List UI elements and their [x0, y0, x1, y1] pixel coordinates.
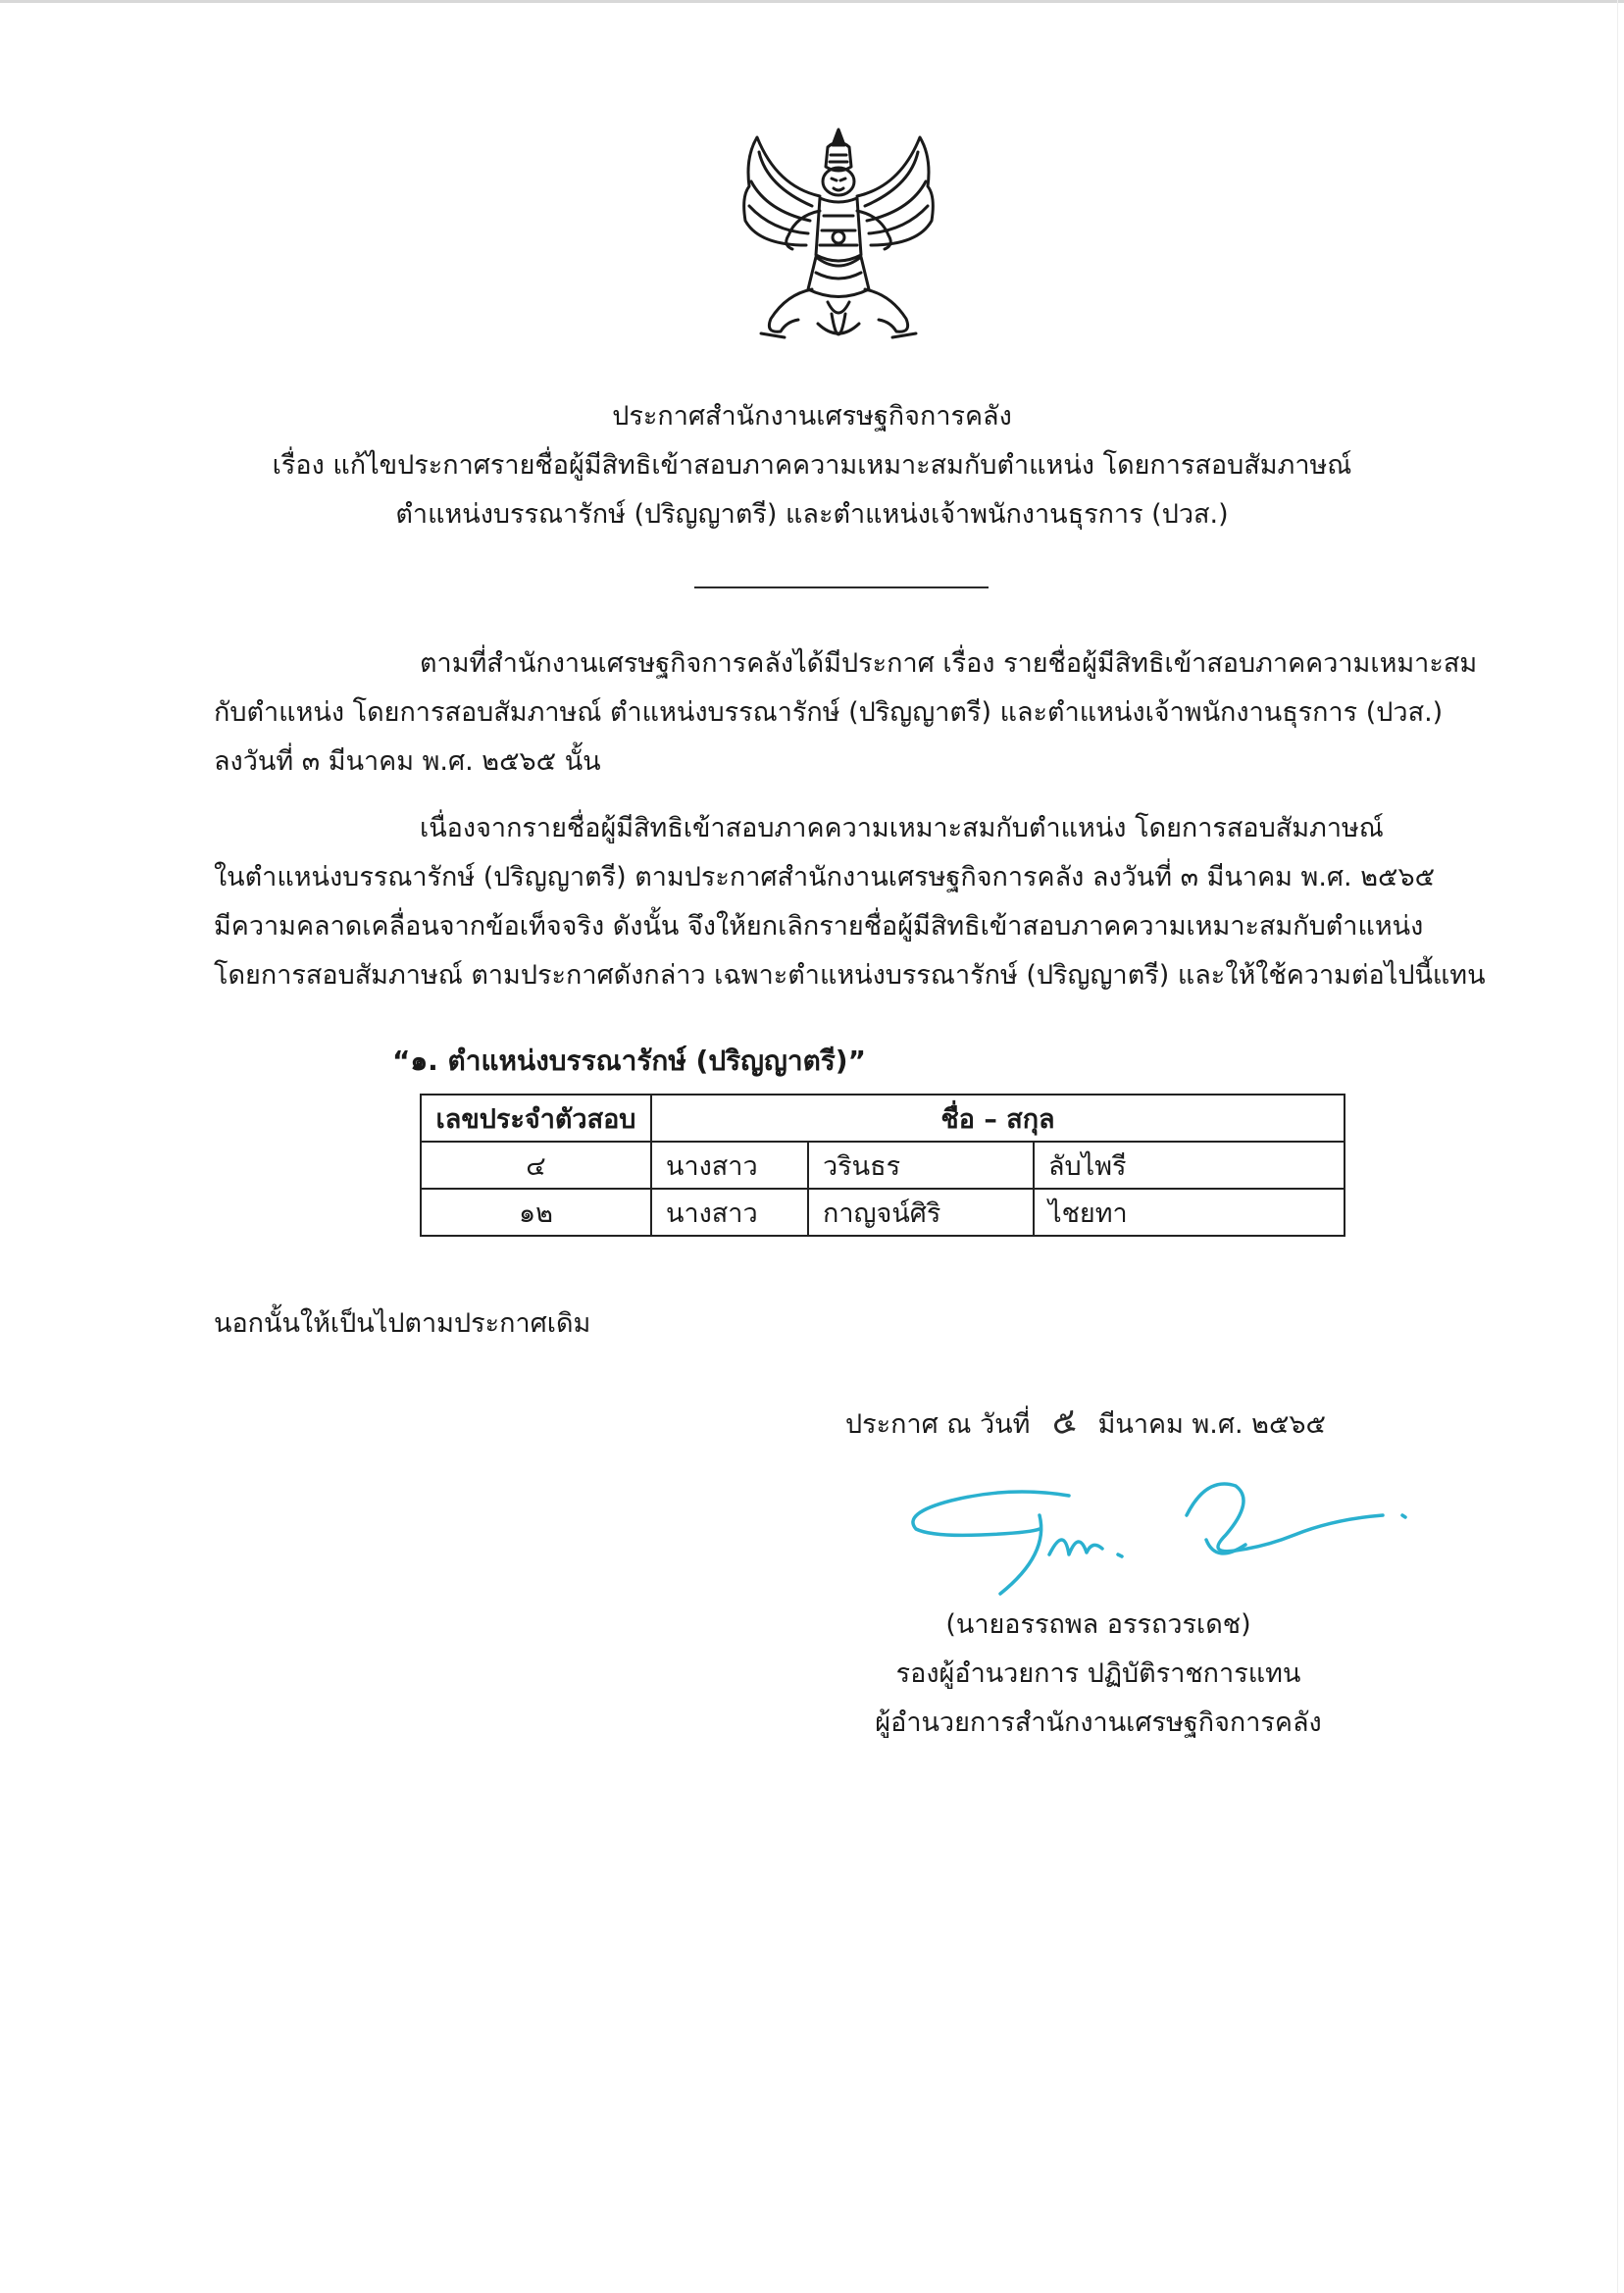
- date-prefix: ประกาศ ณ วันที่: [845, 1409, 1031, 1440]
- candidate-table: [420, 1094, 1345, 1237]
- exam-id-cell: ๑๒: [421, 1189, 651, 1236]
- paragraph-1: [214, 639, 1478, 787]
- table-row: [421, 1142, 1345, 1189]
- announcement-date: [845, 1398, 1326, 1450]
- table-header-row: [421, 1095, 1345, 1142]
- signatory-position: รองผู้อำนวยการ ปฏิบัติราชการแทน: [895, 1658, 1301, 1689]
- paragraph-1-line-1: ตามที่สำนักงานเศรษฐกิจการคลังได้มีประกาศ เรื่อง รายชื่อผู้มีสิทธิเข้าสอบภาคความเหมาะสม: [420, 648, 1478, 679]
- exam-id-cell: ๔: [421, 1142, 651, 1189]
- title-divider: [694, 586, 989, 588]
- header-full-name: ชื่อ – สกุล: [651, 1095, 1345, 1142]
- handwritten-signature: [892, 1447, 1422, 1604]
- name-prefix-cell: นางสาว: [651, 1189, 808, 1236]
- table-row: [421, 1189, 1345, 1236]
- last-name-cell: ลับไพรี: [1034, 1142, 1345, 1189]
- paragraph-2-line-4: โดยการสอบสัมภาษณ์ ตามประกาศดังกล่าว เฉพาะตำแหน่งบรรณารักษ์ (ปริญญาตรี) และให้ใช้ความต่อไปนี้แทน: [214, 960, 1486, 991]
- paragraph-2-line-2: ในตำแหน่งบรรณารักษ์ (ปริญญาตรี) ตามประกาศสำนักงานเศรษฐกิจการคลัง ลงวันที่ ๓ มีนาคม พ.ศ. ๒๕๖๕: [214, 862, 1436, 892]
- announcement-title: ประกาศสำนักงานเศรษฐกิจการคลัง: [612, 401, 1012, 432]
- paragraph-1-line-3: ลงวันที่ ๓ มีนาคม พ.ศ. ๒๕๖๕ นั้น: [214, 746, 601, 777]
- announcement-subject: เรื่อง แก้ไขประกาศรายชื่อผู้มีสิทธิเข้าสอบภาคความเหมาะสมกับตำแหน่ง โดยการสอบสัมภาษณ์: [272, 450, 1352, 481]
- scan-top-edge: [0, 0, 1624, 3]
- first-name-cell: วรินธร: [808, 1142, 1034, 1189]
- paragraph-2-line-1: เนื่องจากรายชื่อผู้มีสิทธิเข้าสอบภาคความเหมาะสมกับตำแหน่ง โดยการสอบสัมภาษณ์: [420, 813, 1384, 843]
- paragraph-2: [214, 804, 1486, 1000]
- name-prefix-cell: นางสาว: [651, 1142, 808, 1189]
- header-exam-id: เลขประจำตัวสอบ: [421, 1095, 651, 1142]
- handwritten-day: ๕: [1047, 1400, 1081, 1445]
- garuda-emblem-icon: [737, 127, 939, 358]
- closing-note: นอกนั้นให้เป็นไปตามประกาศเดิม: [214, 1308, 591, 1339]
- date-suffix: มีนาคม พ.ศ. ๒๕๖๕: [1097, 1409, 1326, 1440]
- scan-right-edge: [1617, 0, 1618, 2293]
- paragraph-1-line-2: กับตำแหน่ง โดยการสอบสัมภาษณ์ ตำแหน่งบรรณารักษ์ (ปริญญาตรี) และตำแหน่งเจ้าพนักงานธุรการ (ปวส.): [214, 697, 1444, 728]
- first-name-cell: กาญจน์ศิริ: [808, 1189, 1034, 1236]
- announcement-subject-line2: ตำแหน่งบรรณารักษ์ (ปริญญาตรี) และตำแหน่งเจ้าพนักงานธุรการ (ปวส.): [395, 499, 1229, 530]
- paragraph-2-line-3: มีความคลาดเคลื่อนจากข้อเท็จจริง ดังนั้น จึงให้ยกเลิกรายชื่อผู้มีสิทธิเข้าสอบภาคความเหมาะสมกับตำแหน่ง: [214, 911, 1424, 942]
- section-title: “๑. ตำแหน่งบรรณารักษ์ (ปริญญาตรี)”: [392, 1045, 866, 1077]
- signatory-name: (นายอรรถพล อรรถวรเดช): [945, 1609, 1251, 1640]
- last-name-cell: ไชยทา: [1034, 1189, 1345, 1236]
- signatory-office: ผู้อำนวยการสำนักงานเศรษฐกิจการคลัง: [875, 1707, 1322, 1738]
